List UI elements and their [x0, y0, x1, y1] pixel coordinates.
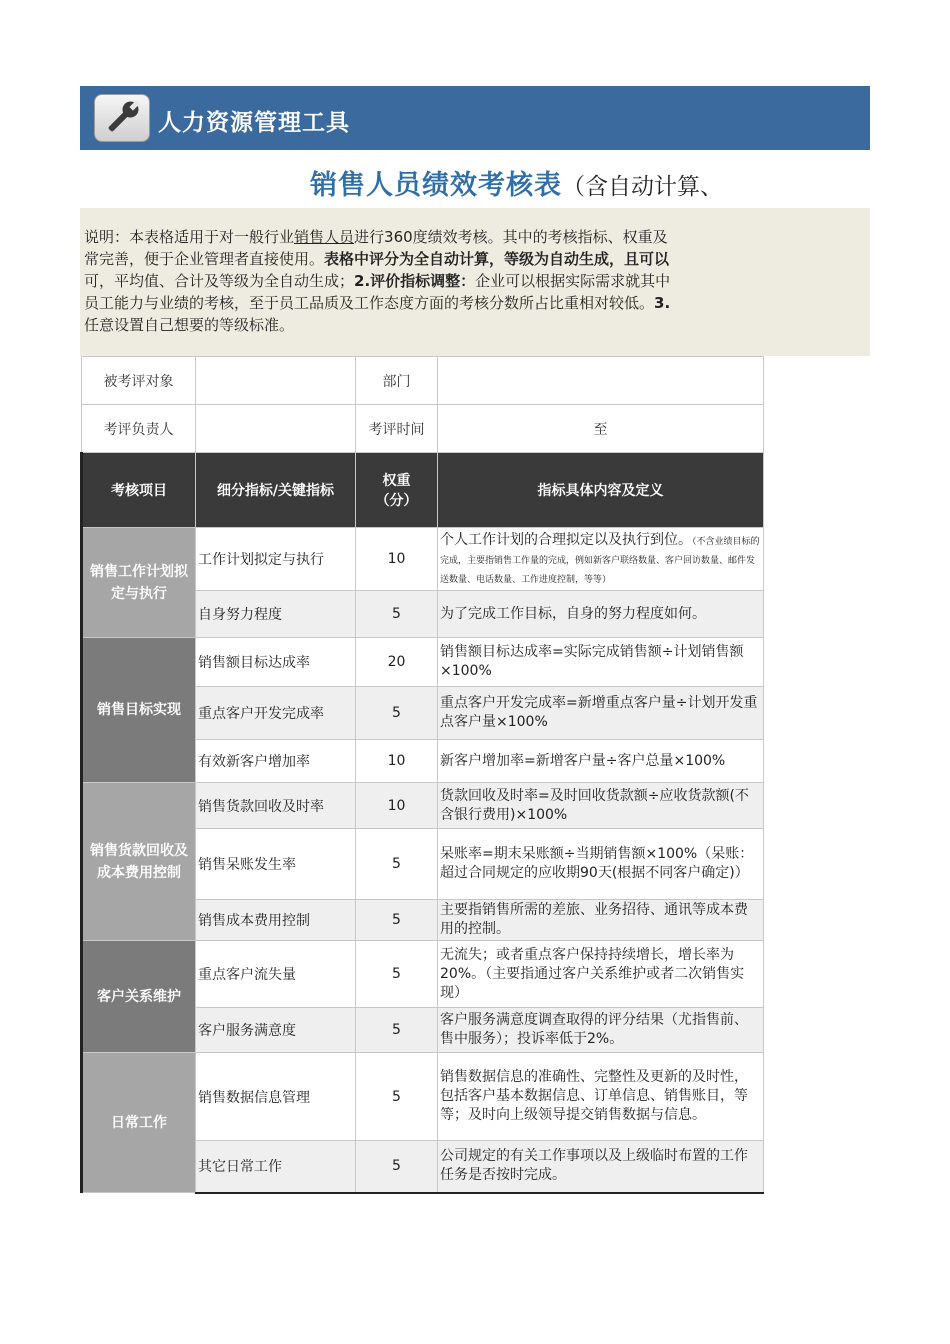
desc-bold: 2.评价指标调整： — [354, 272, 476, 290]
table-row — [82, 783, 764, 829]
weight-cell: 5 — [356, 1008, 438, 1053]
desc-bold: 表格中评分为全自动计算，等级为自动生成，且可以 — [324, 250, 670, 268]
subject-input[interactable] — [196, 357, 356, 405]
category-cell: 日常工作 — [82, 1053, 196, 1193]
definition-text: 销售数据信息的准确性、完整性及更新的及时性，包括客户基本数据信息、订单信息、销售账目，等等；及时向上级领导提交销售数据与信息。 — [440, 1069, 748, 1123]
definition-text: 货款回收及时率=及时回收货款额÷应收货款额(不含银行费用)×100% — [440, 787, 749, 823]
info-row-owner — [82, 405, 764, 453]
table-row — [82, 941, 764, 1008]
weight-cell: 5 — [356, 687, 438, 740]
definition-cell — [438, 783, 764, 829]
definition-text: 无流失；或者重点客户保持持续增长，增长率为20%。（主要指通过客户关系维护或者二次销售实现） — [440, 946, 745, 1001]
definition-cell — [438, 528, 764, 591]
definition-text: 公司规定的有关工作事项以及上级临时布置的工作任务是否按时完成。 — [440, 1148, 748, 1184]
definition-cell — [438, 638, 764, 687]
category-cell: 客户关系维护 — [82, 941, 196, 1053]
definition-cell — [438, 941, 764, 1008]
app-title: 人力资源管理工具 — [158, 110, 350, 136]
weight-cell: 5 — [356, 591, 438, 638]
weight-cell: 5 — [356, 900, 438, 941]
weight-cell: 5 — [356, 941, 438, 1008]
desc-text: 任意设置自己想要的等级标准。 — [84, 316, 295, 334]
weight-cell: 10 — [356, 783, 438, 829]
definition-cell — [438, 829, 764, 900]
table-header — [82, 453, 764, 528]
table-row — [82, 528, 764, 591]
weight-cell: 10 — [356, 740, 438, 783]
page-title — [310, 163, 723, 202]
indicator-cell: 销售呆账发生率 — [196, 829, 356, 900]
definition-cell — [438, 687, 764, 740]
info-row-subject — [82, 357, 764, 405]
indicator-cell: 重点客户开发完成率 — [196, 687, 356, 740]
definition-text: 销售额目标达成率=实际完成销售额÷计划销售额×100% — [440, 644, 744, 679]
col-indicator: 细分指标/关键指标 — [196, 453, 356, 528]
definition-text: 主要指销售所需的差旅、业务招待、通讯等成本费用的控制。 — [440, 902, 748, 937]
weight-cell: 10 — [356, 528, 438, 591]
category-cell: 销售货款回收及成本费用控制 — [82, 783, 196, 941]
definition-text: 为了完成工作目标，自身的努力程度如何。 — [440, 605, 706, 622]
time-label: 考评时间 — [356, 405, 438, 453]
weight-cell: 20 — [356, 638, 438, 687]
col-definition: 指标具体内容及定义 — [438, 453, 764, 528]
instructions-panel — [80, 208, 870, 356]
indicator-cell: 有效新客户增加率 — [196, 740, 356, 783]
definition-cell — [438, 900, 764, 941]
evaluation-table — [80, 356, 764, 1194]
indicator-cell: 销售额目标达成率 — [196, 638, 356, 687]
definition-note: （不含业绩目标的完成，主要指销售工作量的完成，例如新客户联络数量、客户回访数量、邮件发送数量、电话数量、工作进度控制，等等） — [440, 536, 760, 585]
definition-cell — [438, 591, 764, 638]
time-range-input[interactable]: 至 — [438, 405, 764, 453]
owner-label: 考评负责人 — [82, 405, 196, 453]
category-cell: 销售工作计划拟定与执行 — [82, 528, 196, 638]
instructions-text — [84, 226, 774, 336]
indicator-cell: 重点客户流失量 — [196, 941, 356, 1008]
col-item: 考核项目 — [82, 453, 196, 528]
col-weight-line1: 权重 — [382, 473, 411, 489]
col-weight — [356, 453, 438, 528]
table-row — [82, 638, 764, 687]
definition-cell — [438, 1141, 764, 1193]
col-weight-line2: （分） — [375, 493, 418, 509]
indicator-cell: 客户服务满意度 — [196, 1008, 356, 1053]
indicator-cell: 销售成本费用控制 — [196, 900, 356, 941]
owner-input[interactable] — [196, 405, 356, 453]
department-label: 部门 — [356, 357, 438, 405]
desc-text: 员工能力与业绩的考核，至于员工品质及工作态度方面的考核分数所占比重相对较低。 — [84, 294, 655, 312]
form-title: 销售人员绩效考核表 — [310, 170, 562, 201]
subject-label: 被考评对象 — [82, 357, 196, 405]
desc-text: 可，平均值、合计及等级为全自动生成； — [84, 272, 355, 290]
desc-bold: 3. — [654, 294, 671, 312]
indicator-cell: 其它日常工作 — [196, 1141, 356, 1193]
weight-cell: 5 — [356, 1141, 438, 1193]
desc-text: 企业可以根据实际需求就其中 — [475, 272, 671, 290]
category-cell: 销售目标实现 — [82, 638, 196, 783]
indicator-cell: 销售货款回收及时率 — [196, 783, 356, 829]
form-subtitle: （含自动计算、 — [562, 174, 723, 200]
app-banner — [80, 86, 870, 150]
definition-text: 个人工作计划的合理拟定以及执行到位。 — [440, 531, 692, 548]
wrench-icon — [94, 94, 150, 142]
indicator-cell: 销售数据信息管理 — [196, 1053, 356, 1141]
desc-text: 进行360度绩效考核。其中的考核指标、权重及 — [354, 228, 668, 246]
definition-cell — [438, 1053, 764, 1141]
desc-underlined: 销售人员 — [294, 228, 355, 246]
indicator-cell: 工作计划拟定与执行 — [196, 528, 356, 591]
definition-text: 新客户增加率=新增客户量÷客户总量×100% — [440, 752, 726, 769]
desc-text: 常完善，便于企业管理者直接使用。 — [84, 250, 325, 268]
definition-text: 客户服务满意度调查取得的评分结果（尤指售前、售中服务）；投诉率低于2%。 — [440, 1012, 748, 1047]
indicator-cell: 自身努力程度 — [196, 591, 356, 638]
weight-cell: 5 — [356, 1053, 438, 1141]
definition-text: 重点客户开发完成率=新增重点客户量÷计划开发重点客户量×100% — [440, 695, 758, 730]
definition-cell — [438, 740, 764, 783]
table-row — [82, 1053, 764, 1141]
department-input[interactable] — [438, 357, 764, 405]
definition-cell — [438, 1008, 764, 1053]
desc-text: 说明：本表格适用于对一般行业 — [84, 228, 295, 246]
definition-text: 呆账率=期末呆账额÷当期销售额×100%（呆账：超过合同规定的应收期90天(根据不同客户确定)） — [440, 846, 754, 881]
weight-cell: 5 — [356, 829, 438, 900]
